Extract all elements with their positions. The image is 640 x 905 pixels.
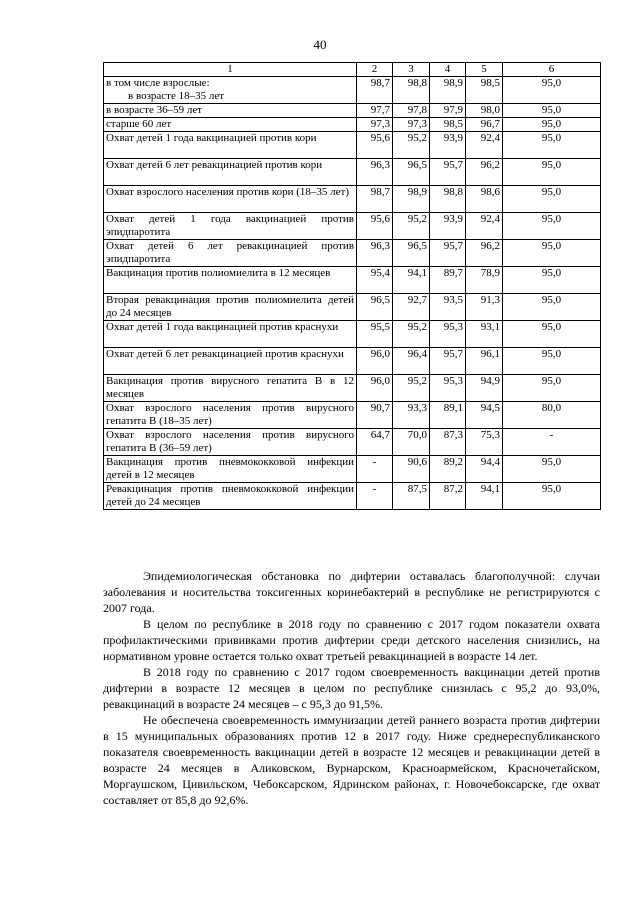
table-cell: 92,4 <box>466 213 503 240</box>
table-cell: 95,2 <box>393 375 430 402</box>
table-cell: 97,9 <box>430 104 466 118</box>
table-cell: 98,9 <box>393 186 430 213</box>
table-row <box>104 348 601 375</box>
table-cell: 95,0 <box>503 240 601 267</box>
table-cell: 94,9 <box>466 375 503 402</box>
table-row <box>104 118 601 132</box>
row-sublabel: в возрасте 18–35 лет <box>128 90 225 102</box>
table-cell: 64,7 <box>357 429 393 456</box>
row-label <box>104 77 357 104</box>
table-cell: 95,7 <box>430 159 466 186</box>
table-row <box>104 321 601 348</box>
table-row <box>104 294 601 321</box>
table-cell: 96,2 <box>466 240 503 267</box>
table-cell: 96,3 <box>357 159 393 186</box>
table-cell: 94,1 <box>466 483 503 510</box>
table-cell: 87,5 <box>393 483 430 510</box>
table-cell: 95,0 <box>503 104 601 118</box>
table-cell: 94,4 <box>466 456 503 483</box>
row-label: Охват взрослого населения против вирусного гепатита В (18–35 лет) <box>104 402 357 429</box>
table-cell: 96,0 <box>357 375 393 402</box>
row-label: Вакцинация против пневмококковой инфекции детей в 12 месяцев <box>104 456 357 483</box>
table-cell: 92,7 <box>393 294 430 321</box>
table-cell: 90,6 <box>393 456 430 483</box>
table-cell: 95,6 <box>357 132 393 159</box>
table-cell: 89,7 <box>430 267 466 294</box>
table-cell: 93,5 <box>430 294 466 321</box>
table-cell: 94,5 <box>466 402 503 429</box>
row-label-text: в том числе взрослые: <box>106 77 210 89</box>
table-row <box>104 159 601 186</box>
table-cell: 75,3 <box>466 429 503 456</box>
table-cell: 95,0 <box>503 213 601 240</box>
column-header: 3 <box>393 63 430 77</box>
row-label: Ревакцинация против пневмококковой инфекции детей до 24 месяцев <box>104 483 357 510</box>
table-cell: 98,8 <box>430 186 466 213</box>
table-cell: 97,3 <box>357 118 393 132</box>
table-cell: 95,3 <box>430 321 466 348</box>
row-label: Охват детей 6 лет ревакцинацией против краснухи <box>104 348 357 375</box>
table-cell: 96,1 <box>466 348 503 375</box>
page-number: 40 <box>313 37 327 52</box>
row-label: Охват детей 6 лет ревакцинацией против эпидпаротита <box>104 240 357 267</box>
table-cell: 97,3 <box>393 118 430 132</box>
table-cell: 95,0 <box>503 321 601 348</box>
row-label: Охват детей 6 лет ревакцинацией против кори <box>104 159 357 186</box>
row-label: Вакцинация против вирусного гепатита В в 12 месяцев <box>104 375 357 402</box>
table-cell: 95,0 <box>503 348 601 375</box>
table-cell: 97,7 <box>357 104 393 118</box>
paragraph: В целом по республике в 2018 году по сравнению с 2017 годом показатели охвата профилактическими прививками против дифтерии среди детского населения снизились, на нормативном уровне остается только охват третьей ревакцинацией в возрасте 14 лет. <box>103 617 600 663</box>
table-cell: 96,3 <box>357 240 393 267</box>
table-cell: 78,9 <box>466 267 503 294</box>
table-cell: 87,3 <box>430 429 466 456</box>
table-cell: 98,8 <box>393 77 430 104</box>
table-row <box>104 402 601 429</box>
table-cell: 95,7 <box>430 240 466 267</box>
table-cell: 98,5 <box>430 118 466 132</box>
table-cell: 89,2 <box>430 456 466 483</box>
table-cell: 95,5 <box>357 321 393 348</box>
table-cell: 95,3 <box>430 375 466 402</box>
table-row <box>104 483 601 510</box>
table-cell: 96,5 <box>357 294 393 321</box>
table-cell: 96,2 <box>466 159 503 186</box>
paragraph: Эпидемиологическая обстановка по дифтерии оставалась благополучной: случаи заболевания и носительства токсигенных коринебактерий в республике не регистрируются с 2007 года. <box>103 569 600 615</box>
table-cell: 94,1 <box>393 267 430 294</box>
table-cell: 95,2 <box>393 321 430 348</box>
table-cell: 95,4 <box>357 267 393 294</box>
table-cell: 95,0 <box>503 294 601 321</box>
table-cell: 98,7 <box>357 186 393 213</box>
table-cell: 98,5 <box>466 77 503 104</box>
table-cell: 98,6 <box>466 186 503 213</box>
row-label: в возрасте 36–59 лет <box>104 104 357 118</box>
table-row <box>104 186 601 213</box>
table-row <box>104 429 601 456</box>
column-header: 6 <box>503 63 601 77</box>
table-row <box>104 77 601 104</box>
table-cell: 93,3 <box>393 402 430 429</box>
column-header: 1 <box>104 63 357 77</box>
table-row <box>104 267 601 294</box>
table-cell: 95,0 <box>503 159 601 186</box>
column-header: 5 <box>466 63 503 77</box>
table-row <box>104 132 601 159</box>
table-cell: - <box>357 456 393 483</box>
table-cell: 95,7 <box>430 348 466 375</box>
table-cell: 98,7 <box>357 77 393 104</box>
row-label: Охват взрослого населения против вирусного гепатита В (36–59 лет) <box>104 429 357 456</box>
table-row <box>104 213 601 240</box>
table-row <box>104 375 601 402</box>
table-row <box>104 104 601 118</box>
table-cell: 92,4 <box>466 132 503 159</box>
table-cell: 98,9 <box>430 77 466 104</box>
body-text <box>103 568 600 808</box>
table-cell: 93,9 <box>430 213 466 240</box>
table-cell: 98,0 <box>466 104 503 118</box>
table-cell: 95,2 <box>393 132 430 159</box>
column-header: 2 <box>357 63 393 77</box>
table-cell: 97,8 <box>393 104 430 118</box>
table-cell: 91,3 <box>466 294 503 321</box>
header-row <box>104 63 601 77</box>
table-row <box>104 240 601 267</box>
table-cell: - <box>503 429 601 456</box>
row-label: Вторая ревакцинация против полиомиелита детей до 24 месяцев <box>104 294 357 321</box>
table-cell: 95,0 <box>503 186 601 213</box>
vaccination-coverage-table <box>103 62 601 510</box>
table-cell: 96,5 <box>393 159 430 186</box>
table-cell: 87,2 <box>430 483 466 510</box>
row-label: старше 60 лет <box>104 118 357 132</box>
table-cell: 90,7 <box>357 402 393 429</box>
column-header: 4 <box>430 63 466 77</box>
table-row <box>104 456 601 483</box>
row-label: Вакцинация против полиомиелита в 12 месяцев <box>104 267 357 294</box>
table-cell: 96,4 <box>393 348 430 375</box>
row-label: Охват детей 1 года вакцинацией против кори <box>104 132 357 159</box>
table-cell: 96,5 <box>393 240 430 267</box>
table-cell: 95,0 <box>503 77 601 104</box>
table-cell: 95,0 <box>503 375 601 402</box>
table-cell: 96,0 <box>357 348 393 375</box>
paragraph: В 2018 году по сравнению с 2017 годом своевременность вакцинации детей против дифтерии в возрасте 12 месяцев в целом по республике снизилась с 95,2 до 93,0%, ревакцинаций в возрасте 24 месяцев – с 95,3 до 91,5%. <box>103 665 600 711</box>
row-label: Охват детей 1 года вакцинацией против эпидпаротита <box>104 213 357 240</box>
table-cell: 96,7 <box>466 118 503 132</box>
table-cell: 93,1 <box>466 321 503 348</box>
table-cell: 95,6 <box>357 213 393 240</box>
table-cell: 95,0 <box>503 483 601 510</box>
table-cell: 95,0 <box>503 132 601 159</box>
row-label: Охват взрослого населения против кори (18–35 лет) <box>104 186 357 213</box>
table-cell: 95,0 <box>503 118 601 132</box>
table-cell: 70,0 <box>393 429 430 456</box>
table-cell: 80,0 <box>503 402 601 429</box>
table-cell: - <box>357 483 393 510</box>
paragraph: Не обеспечена своевременность иммунизации детей раннего возраста против дифтерии в 15 муниципальных образованиях против 12 в 2017 году. Ниже среднереспубликанского показателя своевременность вакцинации детей в возрасте 12 месяцев и ревакцинации детей в возрасте 24 месяцев в Аликовском, Вурнарском, Красноармейском, Красночетайском, Моргаушском, Цивильском, Чебоксарском, Ядринском районах, г. Новочебоксарске, где охват составляет от 85,8 до 92,6%. <box>103 713 600 807</box>
row-label: Охват детей 1 года вакцинацией против краснухи <box>104 321 357 348</box>
table-cell: 93,9 <box>430 132 466 159</box>
table-cell: 95,0 <box>503 456 601 483</box>
table-cell: 95,0 <box>503 267 601 294</box>
table-cell: 95,2 <box>393 213 430 240</box>
table-cell: 89,1 <box>430 402 466 429</box>
